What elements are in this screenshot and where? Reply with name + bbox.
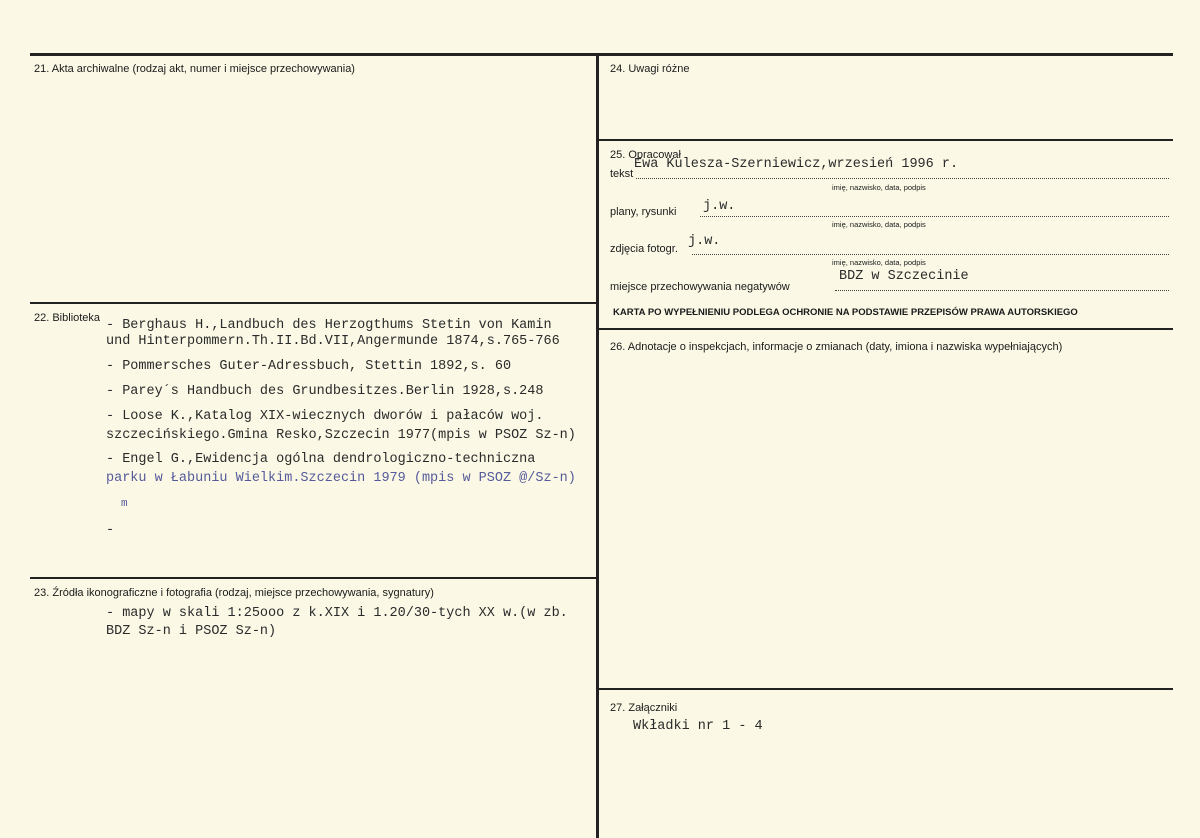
bibliography-line: und Hinterpommern.Th.II.Bd.VII,Angermunde 1874,s.765-766 [106, 334, 560, 349]
section-22-label: 22. Biblioteka [34, 312, 101, 324]
miejsce-dotted-line [835, 290, 1169, 291]
bibliography-line: - Engel G.,Ewidencja ogólna dendrologiczno-techniczna [106, 452, 536, 467]
bibliography-line: parku w Łabuniu Wielkim.Szczecin 1979 (mpis w PSOZ @/Sz-n) [106, 471, 576, 486]
section-25-label: 25. Opracował [610, 149, 681, 161]
top-border [30, 53, 1173, 56]
section-21-label: 21. Akta archiwalne (rodzaj akt, numer i miejsce przechowywania) [34, 63, 355, 75]
tekst-label: tekst [610, 168, 634, 180]
zdjecia-hint: imię, nazwisko, data, podpis [832, 258, 926, 267]
divider-26-27 [598, 688, 1173, 690]
section-24-label: 24. Uwagi różne [610, 63, 690, 75]
zdjecia-dotted-line [692, 254, 1169, 255]
zdjecia-label: zdjęcia fotogr. [610, 243, 678, 255]
section-26-label: 26. Adnotacje o inspekcjach, informacje o zmianach (daty, imiona i nazwiska wypełniających) [610, 341, 1063, 353]
tekst-value: Ewa Kulesza-Szerniewicz,wrzesień 1996 r. [634, 157, 959, 172]
plany-value: j.w. [703, 199, 736, 214]
bibliography-line: szczecińskiego.Gmina Resko,Szczecin 1977(mpis w PSOZ Sz-n) [106, 428, 576, 443]
plany-label: plany, rysunki [610, 206, 677, 218]
divider-24-25 [598, 139, 1173, 141]
bibliography-dash: - [106, 523, 115, 538]
plany-hint: imię, nazwisko, data, podpis [832, 220, 926, 229]
tekst-dotted-line [636, 178, 1169, 179]
tekst-hint: imię, nazwisko, data, podpis [832, 183, 926, 192]
section-23-label: 23. Źródła ikonograficzne i fotografia (rodzaj, miejsce przechowywania, sygnatury) [34, 587, 434, 599]
section-27-label: 27. Załączniki [610, 702, 678, 714]
zdjecia-value: j.w. [688, 234, 721, 249]
copyright-notice: KARTA PO WYPEŁNIENIU PODLEGA OCHRONIE NA PODSTAWIE PRZEPISÓW PRAWA AUTORSKIEGO [613, 307, 1078, 318]
iconography-line: BDZ Sz-n i PSOZ Sz-n) [106, 624, 277, 639]
bibliography-line: - Berghaus H.,Landbuch des Herzogthums Stetin von Kamin [106, 318, 552, 333]
miejsce-value: BDZ w Szczecinie [839, 269, 969, 284]
divider-22-23 [30, 577, 598, 579]
left-column-divider [596, 53, 599, 838]
bibliography-mark: m [121, 498, 128, 510]
plany-dotted-line [700, 216, 1169, 217]
bibliography-line: - Pommersches Guter-Adressbuch, Stettin 1892,s. 60 [106, 359, 512, 374]
divider-25-26 [598, 328, 1173, 330]
bibliography-line: - Parey´s Handbuch des Grundbesitzes.Berlin 1928,s.248 [106, 384, 544, 399]
divider-21-22 [30, 302, 598, 304]
bibliography-line: - Loose K.,Katalog XIX-wiecznych dworów i pałaców woj. [106, 409, 544, 424]
iconography-line: - mapy w skali 1:25ooo z k.XIX i 1.20/30-tych XX w.(w zb. [106, 606, 568, 621]
miejsce-label: miejsce przechowywania negatywów [610, 281, 790, 293]
attachments-value: Wkładki nr 1 - 4 [633, 719, 763, 734]
